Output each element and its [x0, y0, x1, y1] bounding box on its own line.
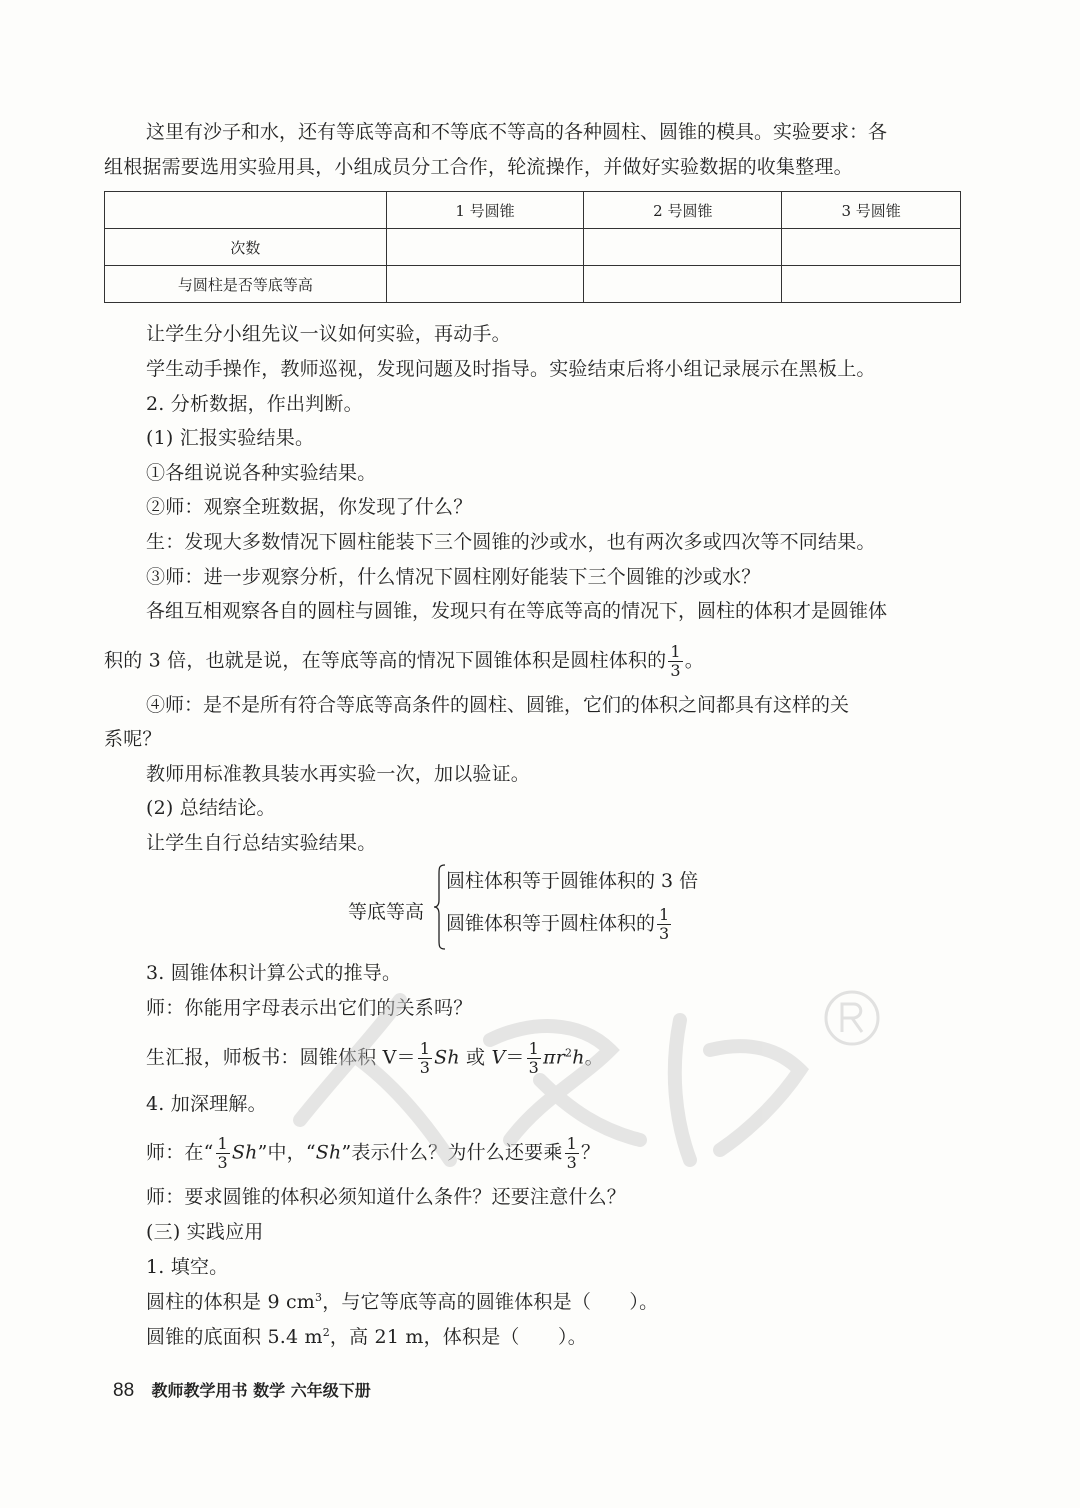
paragraph: 师：要求圆锥的体积必须知道什么条件？还要注意什么？ — [146, 1186, 627, 1208]
fraction-one-third — [216, 1135, 230, 1172]
fraction-denominator: 3 — [528, 1058, 540, 1077]
fraction-one-third — [668, 643, 682, 680]
table-row-label: 与圆柱是否等底等高 — [105, 266, 387, 303]
text-span: ”中，“ — [257, 1141, 316, 1164]
formula-pi-r: πr — [543, 1046, 565, 1069]
brace-label: 等底等高 — [348, 901, 425, 923]
fraction-numerator: 1 — [528, 1039, 540, 1058]
section-heading: 3. 圆锥体积计算公式的推导。 — [146, 962, 402, 984]
paragraph: ①各组说说各种实验结果。 — [146, 462, 377, 484]
paragraph: ③师：进一步观察分析，什么情况下圆柱刚好能装下三个圆锥的沙或水？ — [146, 566, 761, 588]
paragraph: 让学生分小组先议一议如何实验，再动手。 — [146, 323, 511, 345]
fraction-one-third — [418, 1040, 432, 1077]
fraction-numerator: 1 — [659, 905, 670, 924]
fraction-denominator: 3 — [419, 1058, 431, 1077]
fraction-denominator: 3 — [566, 1153, 577, 1172]
fraction-denominator: 3 — [217, 1153, 228, 1172]
text-span: 师：在“ — [146, 1141, 214, 1164]
section-heading: 1. 填空。 — [146, 1256, 229, 1278]
fraction-denominator: 3 — [659, 924, 670, 943]
paragraph-with-fraction — [104, 643, 704, 680]
section-heading: (三) 实践应用 — [146, 1221, 264, 1243]
paragraph: 让学生自行总结实验结果。 — [146, 832, 377, 854]
table-cell — [584, 229, 782, 266]
paragraph: 学生动手操作，教师巡视，发现问题及时指导。实验结束后将小组记录展示在黑板上。 — [146, 358, 876, 380]
table-cell — [782, 229, 961, 266]
exercise-line — [146, 1290, 658, 1314]
text-span: 。 — [684, 649, 704, 672]
fraction-numerator: 1 — [419, 1039, 431, 1058]
table-cell — [584, 266, 782, 303]
paragraph: 教师用标准教具装水再实验一次，加以验证。 — [146, 763, 531, 785]
paragraph: ④师：是不是所有符合等底等高条件的圆柱、圆锥，它们的体积之间都具有这样的关 — [146, 694, 850, 716]
formula-sh: Sh — [434, 1046, 460, 1069]
subsection-heading: (1) 汇报实验结果。 — [146, 427, 315, 449]
book-title: 教师教学用书 数学 六年级下册 — [151, 1381, 371, 1400]
fraction-one-third — [527, 1040, 541, 1077]
section-heading: 2. 分析数据，作出判断。 — [146, 393, 363, 415]
fraction-denominator: 3 — [670, 661, 681, 680]
formula-h: h — [572, 1046, 585, 1069]
fraction-numerator: 1 — [670, 642, 681, 661]
table-header-row — [105, 192, 961, 229]
table-header-cell: 3 号圆锥 — [782, 192, 961, 229]
paragraph: ②师：观察全班数据，你发现了什么？ — [146, 496, 473, 518]
exponent: 2 — [322, 1326, 330, 1339]
table-cell — [386, 229, 584, 266]
brace-row-2 — [446, 906, 673, 943]
text-span: 积的 3 倍，也就是说，在等底等高的情况下圆锥体积是圆柱体积的 — [104, 649, 667, 672]
text-span: 生汇报，师板书：圆锥体积 V＝ — [146, 1046, 416, 1069]
exponent: 3 — [315, 1291, 323, 1304]
experiment-table — [104, 191, 961, 303]
curly-brace-icon — [434, 864, 446, 950]
paragraph: 师：你能用字母表示出它们的关系吗？ — [146, 997, 473, 1019]
paragraph: 各组互相观察各自的圆柱与圆锥，发现只有在等底等高的情况下，圆柱的体积才是圆锥体 — [146, 600, 888, 622]
paragraph: 生：发现大多数情况下圆柱能装下三个圆锥的沙或水，也有两次多或四次等不同结果。 — [146, 531, 876, 553]
fraction-numerator: 1 — [217, 1134, 228, 1153]
fraction-one-third — [657, 906, 671, 943]
exercise-line — [146, 1325, 587, 1349]
formula-v: V — [491, 1046, 506, 1069]
table-row — [105, 266, 961, 303]
text-span: 圆锥的底面积 5.4 m — [146, 1326, 323, 1348]
text-span: 圆柱的体积是 9 cm — [146, 1291, 316, 1313]
page-footer — [113, 1378, 371, 1402]
text-span: ？ — [580, 1141, 601, 1164]
table-row-label: 次数 — [105, 229, 387, 266]
question-line — [146, 1135, 600, 1172]
subsection-heading: (2) 总结结论。 — [146, 797, 276, 819]
table-cell — [386, 266, 584, 303]
brace-row-1: 圆柱体积等于圆锥体积的 3 倍 — [446, 870, 699, 892]
fraction-numerator: 1 — [566, 1134, 577, 1153]
table-row — [105, 229, 961, 266]
formula-sh: Sh — [315, 1141, 342, 1164]
text-span: ，与它等底等高的圆锥体积是（ ）。 — [322, 1291, 659, 1313]
page-number: 88 — [113, 1380, 135, 1401]
formula-sh: Sh — [231, 1141, 258, 1164]
text-span: ，高 21 m，体积是（ ）。 — [329, 1326, 587, 1348]
intro-line-2: 组根据需要选用实验用具，小组成员分工合作，轮流操作，并做好实验数据的收集整理。 — [104, 156, 853, 178]
text-span: 圆锥体积等于圆柱体积的 — [446, 912, 656, 935]
intro-line-1: 这里有沙子和水，还有等底等高和不等底不等高的各种圆柱、圆锥的模具。实验要求：各 — [146, 121, 888, 143]
table-header-cell — [105, 192, 387, 229]
text-span: ＝ — [505, 1046, 525, 1069]
table-header-cell: 2 号圆锥 — [584, 192, 782, 229]
exponent: 2 — [565, 1046, 573, 1060]
section-heading: 4. 加深理解。 — [146, 1093, 267, 1115]
text-span: ”表示什么？为什么还要乘 — [341, 1141, 563, 1164]
table-cell — [782, 266, 961, 303]
fraction-one-third — [565, 1135, 579, 1172]
paragraph: 系呢？ — [104, 728, 162, 750]
text-span: 。 — [584, 1046, 604, 1069]
table-header-cell: 1 号圆锥 — [386, 192, 584, 229]
text-span: 或 — [459, 1046, 492, 1069]
formula-line — [146, 1040, 604, 1077]
